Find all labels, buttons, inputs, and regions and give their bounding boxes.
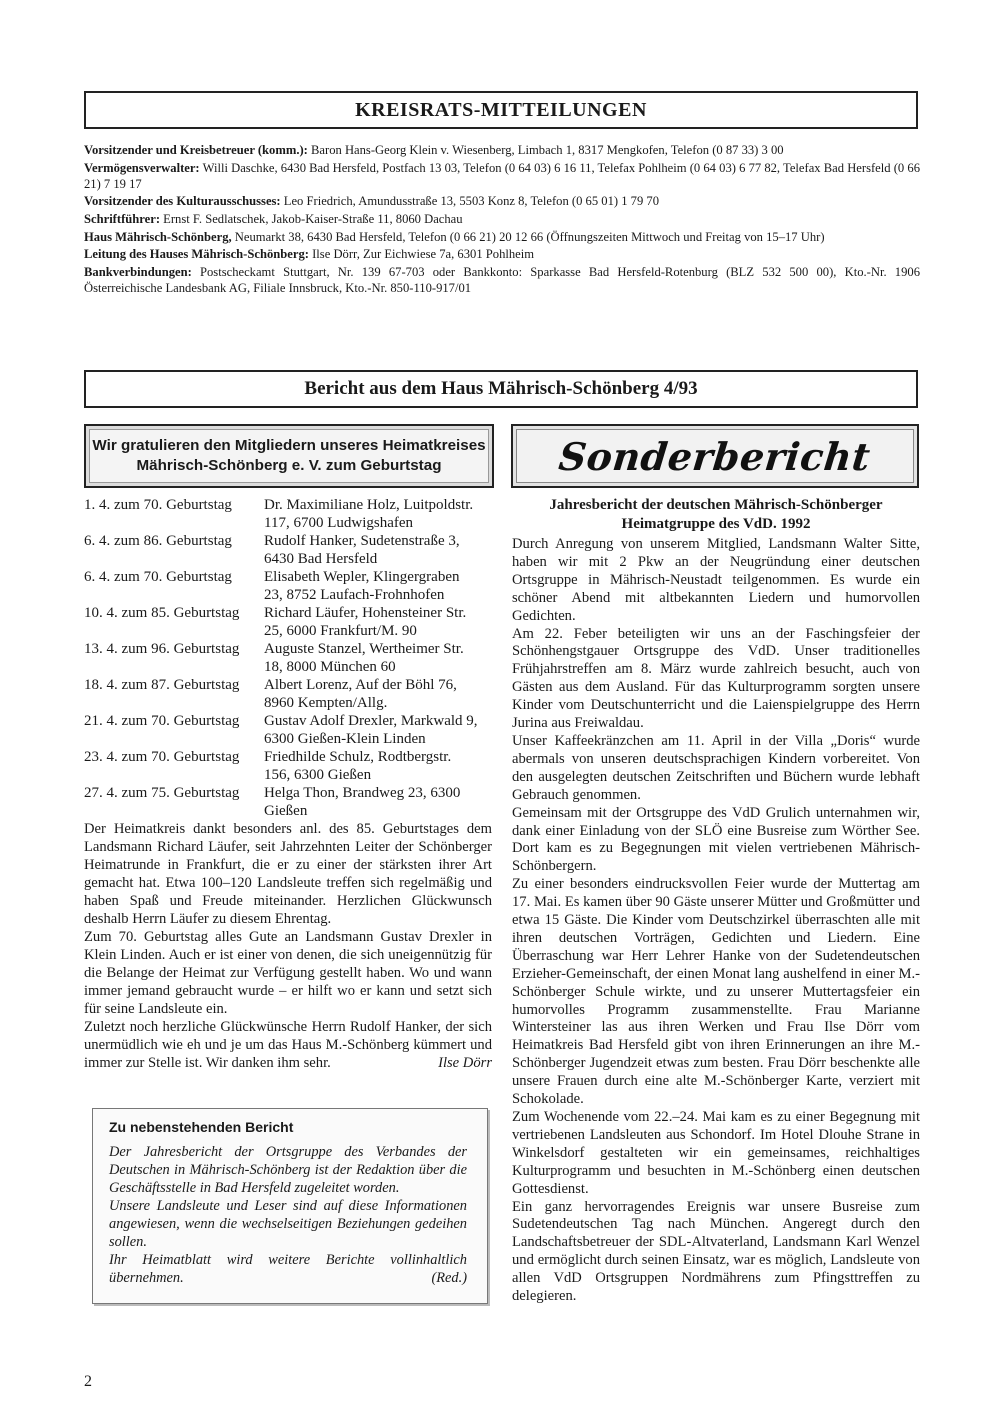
sonderbericht-box bbox=[511, 424, 919, 488]
gratulation-line-1: Wir gratulieren den Mitgliedern unseres Heimatkreises bbox=[92, 437, 486, 454]
birthday-row bbox=[84, 784, 494, 820]
birthday-name: Auguste Stanzel, Wertheimer Str. bbox=[264, 641, 464, 657]
birthday-date: 27. 4. zum 75. Geburtstag bbox=[84, 785, 240, 801]
page-number: 2 bbox=[84, 1373, 92, 1390]
birthday-address: Gießen bbox=[264, 803, 308, 819]
bericht-header-box bbox=[84, 370, 918, 408]
info-line bbox=[84, 160, 920, 192]
birthday-row bbox=[84, 676, 494, 712]
info-text: Ilse Dörr, Zur Eichwiese 7a, 6301 Pohlheim bbox=[308, 247, 535, 262]
info-label: Vermögensverwalter: bbox=[84, 160, 200, 175]
gratulation-box bbox=[84, 424, 494, 488]
birthday-name: Friedhilde Schulz, Rodtbergstr. bbox=[264, 749, 452, 765]
note-title: Zu nebenstehenden Bericht bbox=[109, 1119, 294, 1135]
paragraph-text: Zuletzt noch herzliche Glückwünsche Herrn Rudolf Hanker, der sich unermüdlich wie eh und je um das Haus M.-Schönberg kümmert und immer zur Stelle ist. Wir danken ihm sehr. bbox=[84, 1019, 492, 1071]
note-text: Ihr Heimatblatt wird weitere Berichte vollinhaltlich übernehmen. bbox=[109, 1252, 467, 1286]
paragraph: Unser Kaffeekränzchen am 11. April in der Villa „Doris“ wurde abermals von unseren deutschsprachigen Kindern vorbereitet. Von den ausgelegten deutschen Zeitschriften und Büchern wurde lebhaft Gebrauch genommen. bbox=[512, 732, 920, 803]
jahresbericht-text bbox=[512, 536, 920, 1306]
info-line bbox=[84, 264, 920, 296]
info-line bbox=[84, 229, 920, 245]
birthday-person bbox=[264, 640, 494, 676]
note-paragraph bbox=[109, 1251, 467, 1287]
jahresbericht-title-line-2: Heimatgruppe des VdD. 1992 bbox=[621, 516, 811, 532]
birthday-date: 1. 4. zum 70. Geburtstag bbox=[84, 497, 232, 513]
paragraph: Gemeinsam mit der Ortsgruppe des VdD Grulich unternahmen wir, dank einer Einladung von der SLÖ eine Busreise zum Wörther See. Dort kam es zu Begegnungen mit vielen vertriebenen Mährisch-Schönbergern. bbox=[512, 804, 920, 875]
birthday-row bbox=[84, 532, 494, 568]
info-text: Ernst F. Sedlatschek, Jakob-Kaiser-Straße 11, 8060 Dachau bbox=[160, 211, 463, 226]
paragraph: Zum 70. Geburtstag alles Gute an Landsmann Gustav Drexler in Klein Linden. Auch er ist einer von denen, die sich uneigennützig für die Belange der Heimat zur Verfügung gestellt haben. Wo und wann immer jemand gebraucht wurde – er hilft wo er kann und setzt sich für seine Landsleute ein. bbox=[84, 929, 492, 1017]
birthday-list bbox=[84, 496, 494, 820]
info-text: Leo Friedrich, Amundusstraße 13, 5503 Konz 8, Telefon (0 65 01) 1 79 70 bbox=[280, 194, 660, 209]
info-text: Baron Hans-Georg Klein v. Wiesenberg, Limbach 1, 8317 Mengkofen, Telefon (0 87 33) 3 00 bbox=[307, 143, 784, 157]
birthday-address: 6430 Bad Hersfeld bbox=[264, 551, 378, 567]
birthday-person bbox=[264, 532, 494, 568]
jahresbericht-title bbox=[512, 496, 920, 534]
birthday-row bbox=[84, 748, 494, 784]
birthday-row bbox=[84, 496, 494, 532]
birthday-name: Albert Lorenz, Auf der Böhl 76, bbox=[264, 677, 457, 693]
birthday-date: 6. 4. zum 70. Geburtstag bbox=[84, 569, 232, 585]
paragraph: Zum Wochenende vom 22.–24. Mai kam es zu einer Begegnung mit vertriebenen Landsleuten aus Schondorf. Im Hotel Dlouhe Strane in Winkelsdorf gestalteten wir ein gemeinsames, reichhaltiges Kulturprogramm und besuchten in M.-Schönberg einen deutschen Gottesdienst. bbox=[512, 1109, 920, 1197]
sonderbericht-column bbox=[512, 496, 920, 1306]
birthday-row bbox=[84, 640, 494, 676]
birthday-address: 23, 8752 Laufach-Frohnhofen bbox=[264, 587, 445, 603]
gratulation-line-2: Mährisch-Schönberg e. V. zum Geburtstag bbox=[136, 457, 442, 474]
birthday-date: 6. 4. zum 86. Geburtstag bbox=[84, 533, 232, 549]
paragraph: Am 22. Feber beteiligten wir uns an der Faschingsfeier der Schönhengstgauer Ortsgruppe des VdD. Unser traditionelles Frühjahrstreffen am 8. März wurde zahlreich besucht, auch von Gästen aus dem Ausland. Für das Kulturprogramm sorgten unsere Kinder vom Deutschunterricht und die Laienspielgruppe des Herrn Jurina aus Freiwaldau. bbox=[512, 625, 920, 732]
birthday-person bbox=[264, 496, 494, 532]
birthday-name: Gustav Adolf Drexler, Markwald 9, bbox=[264, 713, 478, 729]
signature: Ilse Dörr bbox=[438, 1055, 492, 1071]
info-line bbox=[84, 142, 920, 158]
birthday-address: 8960 Kempten/Allg. bbox=[264, 695, 388, 711]
info-text: Willi Daschke, 6430 Bad Hersfeld, Postfach 13 03, Telefon (0 64 03) 6 16 11, Telefax Pohlheim (0 64 03) 6 77 82, Telefax Bad Hersfeld (0 66 21) 7 19 17 bbox=[84, 160, 920, 191]
info-label: Vorsitzender und Kreisbetreuer (komm.): bbox=[84, 143, 308, 157]
info-label: Schriftführer: bbox=[84, 211, 161, 226]
info-label: Haus Mährisch-Schönberg, bbox=[84, 229, 232, 244]
info-line bbox=[84, 211, 920, 227]
birthday-date: 23. 4. zum 70. Geburtstag bbox=[84, 749, 240, 765]
birthday-name: Richard Läufer, Hohensteiner Str. bbox=[264, 605, 467, 621]
info-text: Neumarkt 38, 6430 Bad Hersfeld, Telefon (0 66 21) 20 12 66 (Öffnungszeiten Mittwoch und Freitag von 15–17 Uhr) bbox=[231, 229, 825, 244]
note-paragraph: Der Jahresbericht der Ortsgruppe des Verbandes der Deutschen in Mährisch-Schönberg ist der Redaktion über die Geschäftsstelle in Bad Hersfeld zugeleitet worden. bbox=[109, 1144, 467, 1196]
birthday-row bbox=[84, 712, 494, 748]
birthday-date: 13. 4. zum 96. Geburtstag bbox=[84, 641, 240, 657]
paragraph bbox=[84, 1018, 492, 1072]
info-label: Bankverbindungen: bbox=[84, 264, 192, 279]
birthday-date: 18. 4. zum 87. Geburtstag bbox=[84, 677, 240, 693]
gratulation-inner bbox=[89, 429, 489, 483]
birthday-date: 21. 4. zum 70. Geburtstag bbox=[84, 713, 240, 729]
note-paragraph: Unsere Landsleute und Leser sind auf diese Informationen angewiesen, wenn die wechselseitigen Beziehungen gedeihen sollen. bbox=[109, 1198, 467, 1250]
birthday-person bbox=[264, 568, 494, 604]
bericht-title: Bericht aus dem Haus Mährisch-Schönberg 4/93 bbox=[304, 378, 698, 399]
jahresbericht-title-line-1: Jahresbericht der deutschen Mährisch-Schönberger bbox=[549, 497, 883, 513]
note-signature: (Red.) bbox=[431, 1270, 467, 1286]
info-line bbox=[84, 246, 920, 262]
paragraph: Der Heimatkreis dankt besonders anl. des 85. Geburtstages dem Landsmann Richard Läufer, seit Jahrzehnten Leiter der Schönberger Heimatrunde in Frankfurt, die er zu einer der stärksten ihrer Art gemacht hat. Etwa 100–120 Landsleute treffen sich regelmäßig und haben Spaß und Freude miteinander. Herzlichen Glückwunsch deshalb Herrn Läufer zu diesem Ehrentag. bbox=[84, 821, 492, 927]
birthday-person bbox=[264, 748, 494, 784]
kreisrats-title: KREISRATS-MITTEILUNGEN bbox=[355, 98, 647, 121]
info-label: Leitung des Hauses Mährisch-Schönberg: bbox=[84, 247, 309, 262]
info-text: Postscheckamt Stuttgart, Nr. 139 67-703 oder Bankkonto: Sparkasse Bad Hersfeld-Rotenburg (BLZ 532 500 00), Kto.-Nr. 1906 Österreichische Landesbank AG, Filiale Innsbruck, Kto.-Nr. 850-110-917/01 bbox=[84, 264, 920, 295]
birthday-row bbox=[84, 568, 494, 604]
birthday-person bbox=[264, 784, 494, 820]
birthday-person bbox=[264, 712, 494, 748]
birthday-name: Elisabeth Wepler, Klingergraben bbox=[264, 569, 460, 585]
birthday-address: 156, 6300 Gießen bbox=[264, 767, 372, 783]
birthday-person bbox=[264, 604, 494, 640]
birthday-name: Helga Thon, Brandweg 23, 6300 bbox=[264, 785, 461, 801]
birthday-row bbox=[84, 604, 494, 640]
birthday-name: Dr. Maximiliane Holz, Luitpoldstr. bbox=[264, 497, 474, 513]
birthday-address: 25, 6000 Frankfurt/M. 90 bbox=[264, 623, 417, 639]
heimatkreis-text bbox=[84, 820, 492, 1072]
birthday-address: 18, 8000 München 60 bbox=[264, 659, 396, 675]
paragraph: Ein ganz hervorragendes Ereignis war unsere Busreise zum Sudetendeutschen Tag nach München. Angeregt durch den Landschaftsbetreuer der SDL-Altvaterland, Landsmann Karl Wenzel und ermöglicht durch seinen Einsatz, war es möglich, Landsleute von allen VdD Ortsgruppen Nordmährens zum Pfingsttreffen zu delegieren. bbox=[512, 1198, 920, 1305]
info-label: Vorsitzender des Kulturausschusses: bbox=[84, 194, 281, 209]
sonderbericht-inner bbox=[516, 429, 914, 483]
birthday-person bbox=[264, 676, 494, 712]
editorial-note-box bbox=[92, 1108, 488, 1304]
birthday-name: Rudolf Hanker, Sudetenstraße 3, bbox=[264, 533, 460, 549]
kreisrats-header-box bbox=[84, 91, 918, 129]
paragraph: Zu einer besonders eindrucksvollen Feier wurde der Muttertag am 17. Mai. Es kamen über 90 Gäste unserer Mütter und Großmütter und etwa 15 Gäste. Die Kinder vom Deutschzirkel überraschten alle mit ihren deutschen Vorträgen, Gedichten und Liedern. Eine Überraschung war Herr Lehrer Hanke von der Sudetendeutschen Erzieher-Gemeinschaft, der einen Monat lang aushelfend in einer M.-Schönberger Schule wirkte, und zu unserer Muttertagsfeier ein humorvolles Programm zusammenstellte. Frau Marianne Wintersteiner las aus ihren Werken und Frau Ilse Dörr vom Heimatkreis Bad Hersfeld gibt von ihren Erinnerungen an ihre M.-Schönberger Jugendzeit etwas zum besten. Frau Dörr beschenkte alle unsere Frauen durch eine alte M.-Schönberger Karte, verziert mit Schokolade. bbox=[512, 876, 920, 1108]
sonderbericht-title: Sonderbericht bbox=[557, 433, 873, 479]
contact-info bbox=[84, 142, 920, 298]
birthday-date: 10. 4. zum 85. Geburtstag bbox=[84, 605, 240, 621]
info-line bbox=[84, 193, 920, 209]
paragraph: Durch Anregung von unserem Mitglied, Landsmann Walter Sitte, haben wir mit 2 Pkw an der Neugründung einer deutschen Ortsgruppe in Mährisch-Neustadt teilgenommen. Es wurde ein schöner Abend mit altbekannten Liedern und humorvollen Gedichten. bbox=[512, 536, 920, 624]
birthday-address: 117, 6700 Ludwigshafen bbox=[264, 515, 414, 531]
birthday-address: 6300 Gießen-Klein Linden bbox=[264, 731, 426, 747]
